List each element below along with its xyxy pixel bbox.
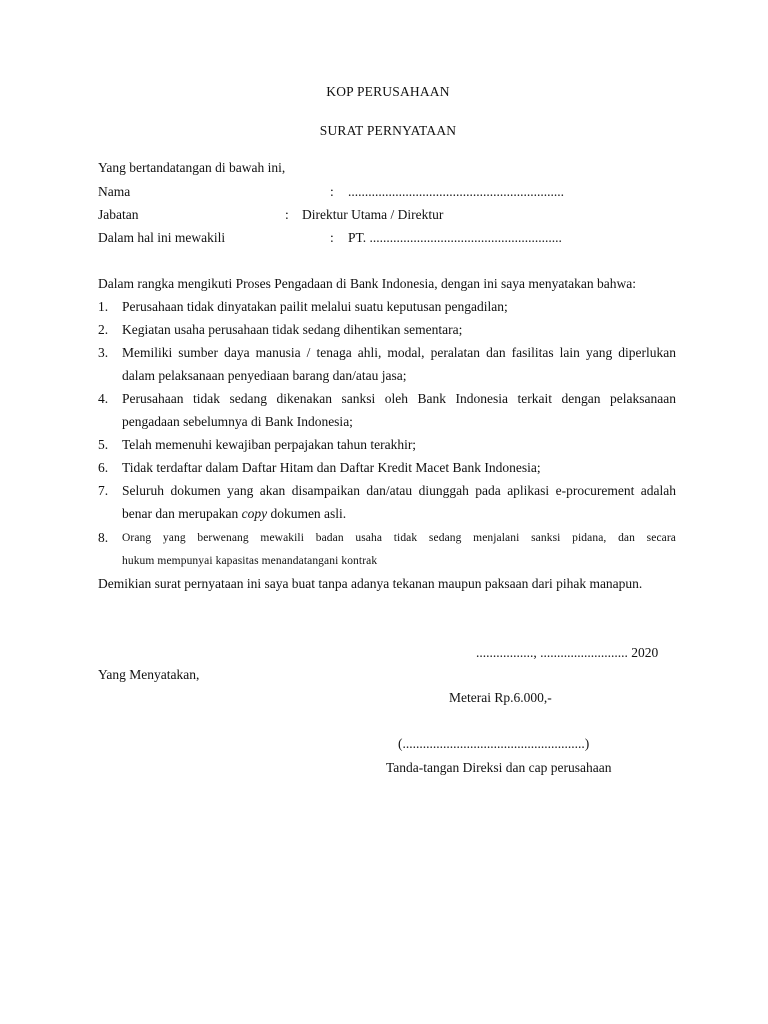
item-number: 3. [98, 345, 109, 360]
item-text [122, 391, 676, 407]
place-date-line: ................., .......................... 2020 [476, 645, 659, 660]
statement-lead: Dalam rangka mengikuti Proses Pengadaan di Bank Indonesia, dengan ini saya menyatakan bahwa: [98, 276, 636, 291]
item-text [122, 483, 676, 499]
company-letterhead: KOP PERUSAHAAN [326, 84, 450, 99]
item-text-part: dokumen asli. [267, 506, 347, 521]
item-number: 4. [98, 391, 109, 406]
field-value-nama: ................................................................ [348, 184, 564, 199]
item-text-continued: pengadaan sebelumnya di Bank Indonesia; [122, 414, 353, 429]
stamp-duty-label: Meterai Rp.6.000,- [449, 690, 552, 705]
item-text-line: Seluruh dokumen yang akan disampaikan dan/atau diunggah pada aplikasi e-procurement adalah [122, 483, 676, 498]
item-text-part: benar dan merupakan [122, 506, 242, 521]
item-text-line: Memiliki sumber daya manusia / tenaga ahli, modal, peralatan dan fasilitas lain yang diperlukan [122, 345, 676, 360]
signature-caption: Tanda-tangan Direksi dan cap perusahaan [386, 760, 612, 775]
item-number: 7. [98, 483, 109, 498]
opening-line: Yang bertandatangan di bawah ini, [98, 160, 286, 175]
item-text: Tidak terdaftar dalam Daftar Hitam dan Daftar Kredit Macet Bank Indonesia; [122, 460, 541, 475]
field-label-nama: Nama [98, 184, 131, 199]
item-text: Telah memenuhi kewajiban perpajakan tahun terakhir; [122, 437, 417, 452]
field-colon-mewakili: : [330, 230, 334, 245]
item-number: 6. [98, 460, 109, 475]
item-number: 8. [98, 530, 109, 545]
item-number: 5. [98, 437, 109, 452]
item-number: 1. [98, 299, 109, 314]
item-text-continued: dalam pelaksanaan penyediaan barang dan/atau jasa; [122, 368, 407, 383]
item-number: 2. [98, 322, 109, 337]
field-colon-jabatan: : [285, 207, 289, 222]
field-colon-nama: : [330, 184, 334, 199]
field-label-mewakili: Dalam hal ini mewakili [98, 230, 226, 245]
item-text-continued [122, 506, 346, 522]
item-text [122, 530, 676, 546]
closing-statement: Demikian surat pernyataan ini saya buat tanpa adanya tekanan maupun paksaan dari pihak manapun. [98, 576, 643, 591]
field-label-jabatan: Jabatan [98, 207, 139, 222]
field-value-mewakili: PT. ......................................................... [348, 230, 562, 245]
item-text: Perusahaan tidak dinyatakan pailit melalui suatu keputusan pengadilan; [122, 299, 508, 314]
item-text-line: Orang yang berwenang mewakili badan usaha tidak sedang menjalani sanksi pidana, dan secara [122, 532, 676, 544]
item-text-line: Perusahaan tidak sedang dikenakan sanksi oleh Bank Indonesia terkait dengan pelaksanaan [122, 391, 676, 406]
item-text-emphasis: copy [241, 506, 268, 521]
item-text: Kegiatan usaha perusahaan tidak sedang dihentikan sementara; [122, 322, 463, 337]
item-text-continued: hukum mempunyai kapasitas menandatangani kontrak [122, 555, 378, 567]
field-value-jabatan: Direktur Utama / Direktur [302, 207, 444, 222]
document-title: SURAT PERNYATAAN [319, 123, 457, 138]
item-text [122, 345, 676, 361]
declarant-label: Yang Menyatakan, [98, 667, 200, 682]
signatory-name-blank: (......................................................) [398, 736, 590, 751]
